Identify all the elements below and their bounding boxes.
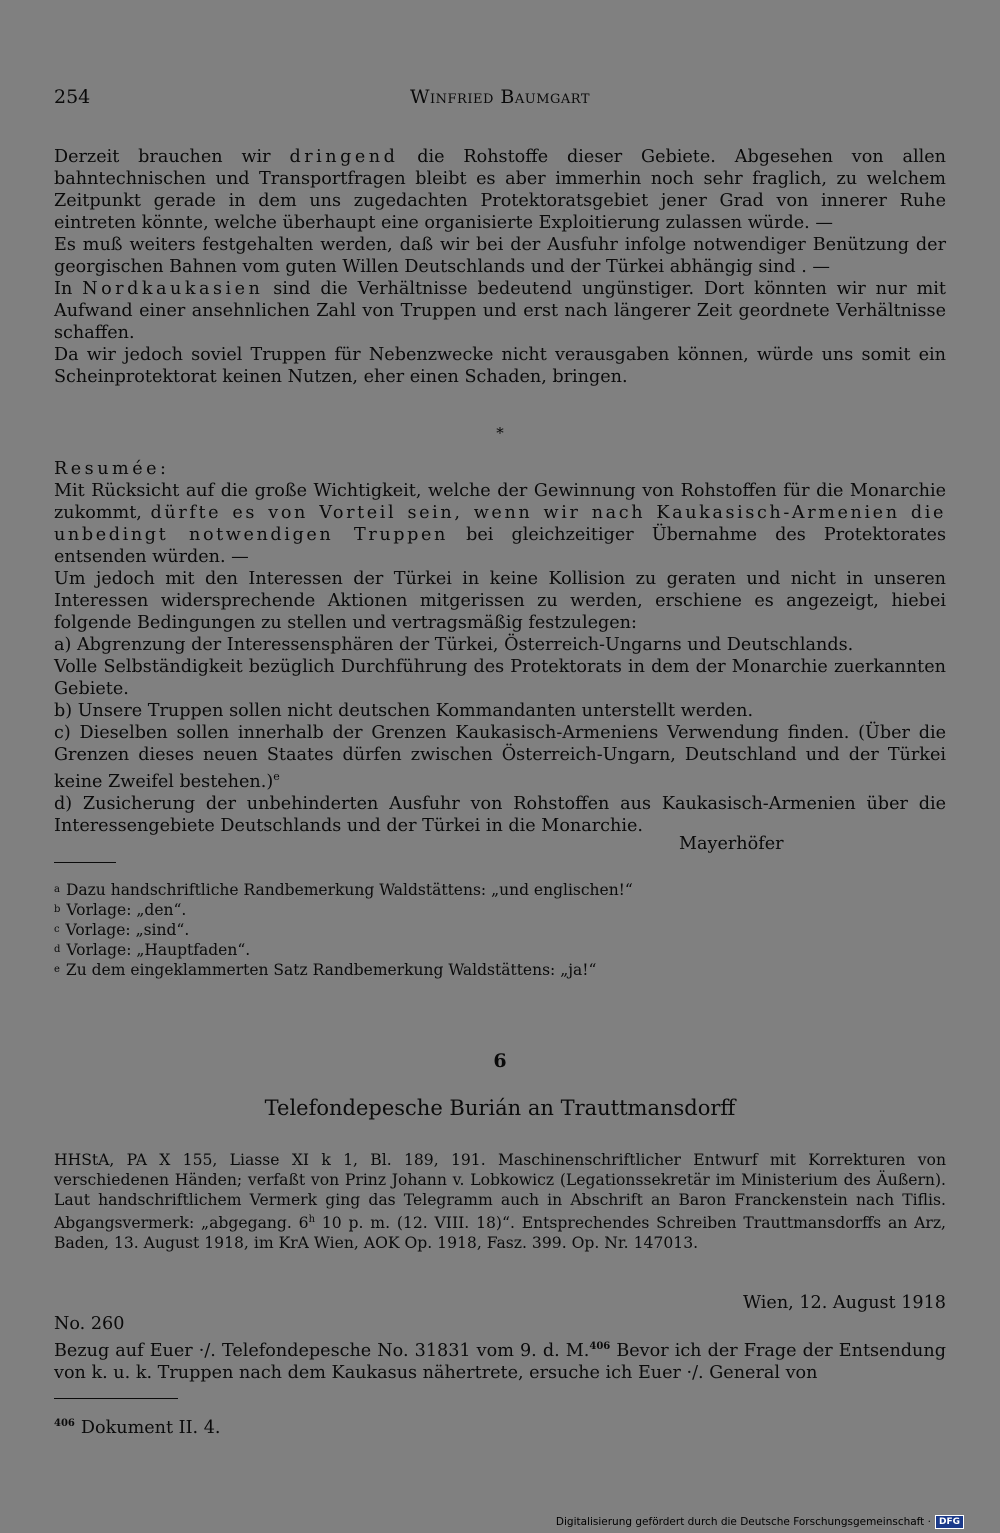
- document-number: 6: [493, 1050, 507, 1072]
- telegram-text: Bezug auf Euer ·/. Telefondepesche No. 31831 vom 9. d. M.$^{406}$ Bevor ich der Frage der Entsendung von k. u. k. Truppen nach dem Kaukasus nähertrete, ersuche ich Euer ·/. General von: [54, 1340, 946, 1383]
- paragraph: Mit Rücksicht auf die große Wichtigkeit, welche der Gewinnung von Rohstoffen für die Monarchie zukommt, dürfte es von Vorteil sein, wenn wir nach Kaukasisch-Armenien die unbedingt notwendigen Truppen bei gleichzeitiger Übernahme des Protektorates entsenden würden. —: [54, 481, 946, 567]
- note-item: $^c$ Vorlage: „sind“.: [54, 921, 190, 939]
- signature: Mayerhöfer: [679, 834, 784, 854]
- section-separator: *: [496, 424, 504, 442]
- condition-item: b) Unsere Truppen sollen nicht deutschen Kommandanten unterstellt werden.: [54, 701, 754, 721]
- paragraph: Derzeit brauchen wir dringend die Rohstoffe dieser Gebiete. Abgesehen von allen bahntechnischen und Transportfragen bleibt es aber immerhin noch sehr fraglich, zu welchem Zeitpunkt gerade in dem uns zugedachten Protektoratsgebiet jener Grad von innerer Ruhe eintreten könnte, welche überhaupt eine organisierte Exploitierung zulassen würde. —: [54, 147, 946, 233]
- paragraph: Um jedoch mit den Interessen der Türkei in keine Kollision zu geraten und nicht in unseren Interessen widersprechende Aktionen mitgerissen zu werden, erschiene es angezeigt, hiebei folgende Bedingungen zu stellen und vertragsmäßig festzulegen:: [54, 569, 946, 633]
- paragraph: In Nordkaukasien sind die Verhältnisse bedeutend ungünstiger. Dort könnten wir nur mit Aufwand einer ansehnlichen Zahl von Truppen und erst nach längerer Zeit geordnete Verhältnisse schaffen.: [54, 279, 947, 343]
- running-title: Winfried Baumgart: [409, 86, 591, 108]
- condition-item: a) Abgrenzung der Interessensphären der Türkei, Österreich-Ungarns und Deutschlands.: [54, 635, 854, 655]
- telegram-number: No. 260: [54, 1314, 125, 1334]
- critical-notes: [54, 880, 946, 980]
- resume-heading: Resumée:: [54, 459, 170, 479]
- document-title: Telefondepesche Burián an Trauttmansdorff: [264, 1096, 736, 1120]
- note-item: $^d$ Vorlage: „Hauptfaden“.: [54, 941, 251, 959]
- notes-divider: [54, 862, 116, 863]
- note-item: $^a$ Dazu handschriftliche Randbemerkung Waldstättens: „und englischen!“: [54, 881, 633, 899]
- page-number: 254: [54, 86, 91, 108]
- resume-section: [54, 458, 946, 837]
- note-item: $^b$ Vorlage: „den“.: [54, 901, 187, 919]
- condition-item: c) Dieselben sollen innerhalb der Grenzen Kaukasisch-Armeniens Verwendung finden. (Über die Grenzen dieses neuen Staates dürfen zwischen Österreich-Ungarn, Deutschland und der Türkei keine Zweifel bestehen.)$^e$: [54, 723, 946, 792]
- footnote-divider: [54, 1398, 178, 1399]
- place-date: Wien, 12. August 1918: [743, 1293, 946, 1313]
- digitization-credit: Digitalisierung gefördert durch die Deutsche Forschungsgemeinschaft · DFG: [556, 1515, 964, 1529]
- paragraph: Es muß weiters festgehalten werden, daß wir bei der Ausfuhr infolge notwendiger Benützung der georgischen Bahnen vom guten Willen Deutschlands und der Türkei abhängig sind . —: [54, 235, 946, 277]
- report-body: [54, 146, 946, 388]
- paragraph: Volle Selbständigkeit bezüglich Durchführung des Protektorats in dem der Monarchie zuerkannten Gebiete.: [54, 657, 946, 699]
- condition-item: d) Zusicherung der unbehinderten Ausfuhr von Rohstoffen aus Kaukasisch-Armenien über die Interessengebiete Deutschlands und der Türkei in die Monarchie.: [54, 793, 946, 836]
- paragraph: Da wir jedoch soviel Truppen für Nebenzwecke nicht verausgaben können, würde uns somit ein Scheinprotektorat keinen Nutzen, eher einen Schaden, bringen.: [54, 345, 946, 387]
- note-item: $^e$ Zu dem eingeklammerten Satz Randbemerkung Waldstättens: „ja!“: [54, 961, 597, 979]
- footnote: $^{406}$ Dokument II. 4.: [54, 1418, 221, 1438]
- dfg-logo: DFG: [935, 1515, 964, 1529]
- page-header: [54, 86, 946, 112]
- source-note: HHStA, PA X 155, Liasse XI k 1, Bl. 189, 191. Maschinenschriftlicher Entwurf mit Korrekturen von verschiedenen Händen; verfaßt von Prinz Johann v. Lobkowicz (Legationssekretär im Ministerium des Äußern). Laut handschriftlichem Vermerk ging das Telegramm auch in Abschrift an Baron Franckenstein nach Tiflis. Abgangsvermerk: „abgegang. 6$^h$ 10 p. m. (12. VIII. 18)“. Entsprechendes Schreiben Trauttmansdorffs an Arz, Baden, 13. August 1918, im KrA Wien, AOK Op. 1918, Fasz. 399. Op. Nr. 147013.: [54, 1151, 946, 1253]
